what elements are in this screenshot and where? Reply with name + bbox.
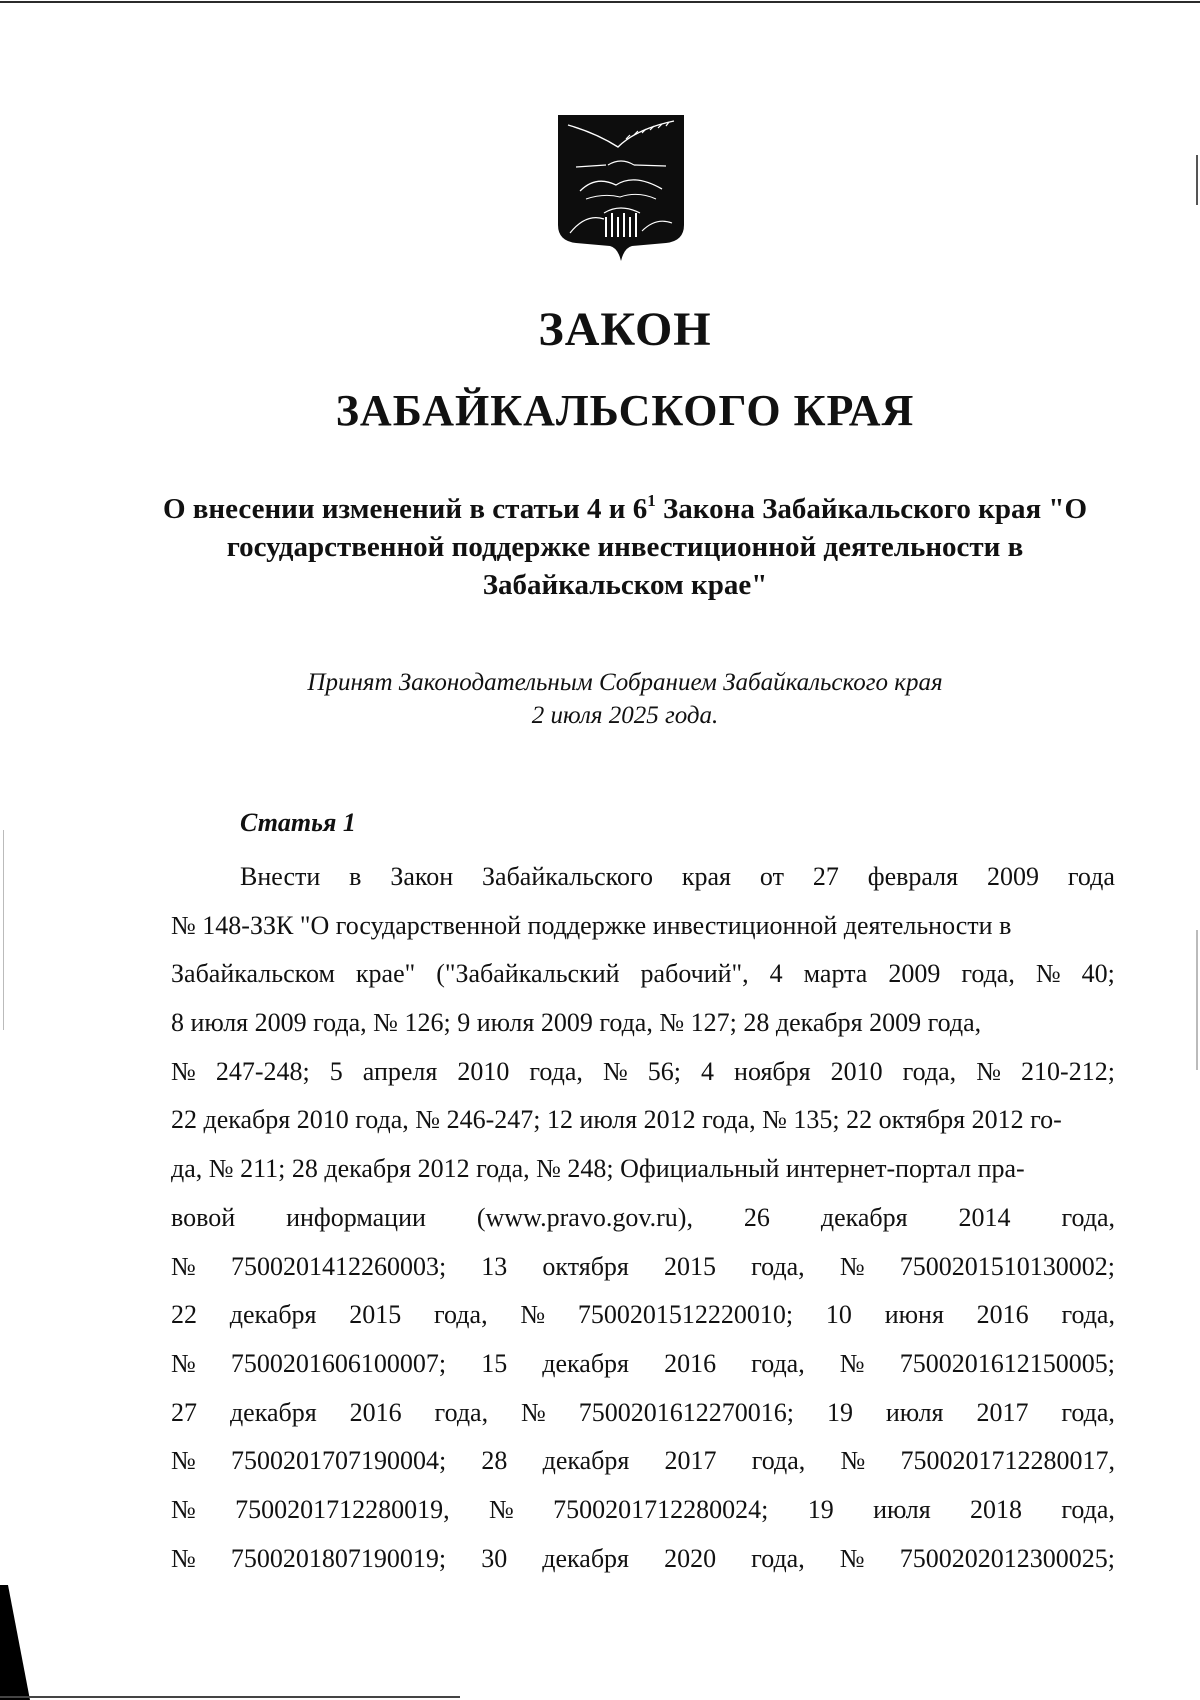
- article-word: октября: [542, 1251, 629, 1281]
- article-word: года,: [1061, 1494, 1115, 1524]
- article-word: июля: [873, 1494, 931, 1524]
- article-word: года,: [961, 959, 1015, 989]
- article-word: года,: [751, 1251, 805, 1281]
- article-word: №: [976, 1056, 1002, 1086]
- article-word: 7500201606100007;: [230, 1348, 447, 1378]
- article-word: 4: [701, 1056, 715, 1086]
- article-word: года,: [1061, 1202, 1115, 1232]
- article-word: 22 декабря 2010 года, № 246-247; 12 июля 2012 года, № 135; 22 октября 2012 го-: [171, 1105, 1062, 1135]
- article-word: Внести: [240, 862, 321, 891]
- article-word: года,: [1061, 1300, 1115, 1330]
- article-word: года,: [529, 1056, 583, 1086]
- article-word: 22: [171, 1300, 197, 1330]
- article-word: 4: [769, 959, 783, 989]
- article-word: 2020: [664, 1543, 717, 1573]
- article-word: №: [520, 1300, 546, 1330]
- article-word: ("Забайкальский: [436, 959, 620, 989]
- article-word: 210-212;: [1021, 1056, 1115, 1086]
- article-word: 7500201807190019;: [230, 1543, 447, 1573]
- article-word: декабря: [542, 1446, 630, 1476]
- article-word: 27: [171, 1397, 197, 1427]
- article-word: года,: [434, 1397, 489, 1427]
- article-word: края: [681, 862, 732, 891]
- article-word: 7500201612270016;: [578, 1397, 795, 1427]
- article-word: №: [171, 1348, 196, 1378]
- law-subject: [160, 490, 1090, 604]
- article-word: (www.pravo.gov.ru),: [476, 1202, 693, 1232]
- article-word: марта: [803, 959, 868, 989]
- article-word: 7500201510130002;: [899, 1251, 1115, 1281]
- article-word: 7500202012300025;: [899, 1543, 1115, 1573]
- article-word: 2016: [664, 1348, 717, 1378]
- article-word: 2009: [986, 862, 1039, 891]
- article-word: в: [349, 862, 362, 891]
- coat-of-arms-icon: [556, 113, 686, 263]
- article-word: 7500201512220010;: [577, 1300, 794, 1330]
- adoption-authority: Принят Законодательным Собранием Забайкальского края: [307, 669, 943, 696]
- article-word: Забайкальского: [482, 862, 653, 891]
- article-word: 7500201707190004;: [231, 1446, 447, 1476]
- article-word: Забайкальском: [171, 959, 335, 989]
- article-word: №: [171, 1446, 196, 1476]
- article-word: 7500201712280024;: [553, 1494, 769, 1524]
- scan-shadow-corner: [0, 1585, 30, 1700]
- article-word: №: [171, 1251, 196, 1281]
- article-body: [171, 853, 1115, 1583]
- article-word: 15: [481, 1348, 508, 1378]
- article-word: 19: [807, 1494, 834, 1524]
- article-line: [171, 1145, 1115, 1194]
- article-word: 2015: [664, 1251, 717, 1281]
- article-word: 247-248;: [215, 1056, 310, 1086]
- article-word: 26: [743, 1202, 770, 1232]
- scan-mark-right-lower: [1196, 930, 1198, 1070]
- scan-border-top: [0, 1, 1200, 3]
- article-word: ноября: [734, 1056, 811, 1086]
- article-word: №: [171, 1056, 196, 1086]
- article-word: №: [171, 1494, 196, 1524]
- article-line: [171, 1486, 1115, 1535]
- article-word: 56;: [647, 1056, 681, 1086]
- article-word: 19: [826, 1397, 853, 1427]
- article-word: №: [602, 1056, 628, 1086]
- article-word: 2018: [970, 1494, 1023, 1524]
- article-line: [171, 1291, 1115, 1340]
- document-title: ЗАКОН: [538, 303, 712, 356]
- article-word: №: [839, 1543, 865, 1573]
- article-word: 30: [481, 1543, 508, 1573]
- article-line: [171, 1535, 1115, 1584]
- article-line: [171, 1194, 1115, 1243]
- article-word: декабря: [229, 1300, 317, 1330]
- law-subject-text-start: О внесении изменений в статьи 4 и 6: [162, 493, 648, 525]
- article-word: крае": [355, 959, 416, 989]
- article-word: 7500201412260003;: [230, 1251, 447, 1281]
- article-word: года,: [434, 1300, 488, 1330]
- article-word: 7500201712280019,: [235, 1494, 450, 1524]
- law-subject-text-end: Закона Забайкальского края "О государственной поддержке инвестиционной деятельности в Забайкальском крае": [226, 493, 1088, 601]
- article-word: Закон: [390, 862, 454, 891]
- article-word: №: [839, 1251, 865, 1281]
- article-line: [171, 950, 1115, 999]
- article-line: [171, 902, 1115, 951]
- article-line: [171, 1437, 1115, 1486]
- article-word: №: [171, 1543, 196, 1573]
- adoption-date: 2 июля 2025 года.: [531, 702, 719, 729]
- article-line: [171, 999, 1115, 1048]
- article-word: 7500201612150005;: [899, 1348, 1115, 1378]
- article-word: года,: [902, 1056, 957, 1086]
- article-word: июля: [885, 1397, 944, 1427]
- article-word: 2016: [349, 1397, 402, 1427]
- document-title-region: ЗАБАЙКАЛЬСКОГО КРАЯ: [335, 386, 915, 435]
- article-word: №: [521, 1397, 546, 1427]
- article-word: декабря: [229, 1397, 317, 1427]
- article-word: декабря: [542, 1543, 630, 1573]
- article-word: года: [1067, 862, 1115, 891]
- article-word: декабря: [542, 1348, 630, 1378]
- article-word: года,: [751, 1543, 805, 1573]
- article-word: 2017: [664, 1446, 717, 1476]
- article-word: декабря: [820, 1202, 908, 1232]
- article-word: №: [840, 1446, 866, 1476]
- article-word: 2016: [976, 1300, 1029, 1330]
- article-word: да, № 211; 28 декабря 2012 года, № 248; Официальный интернет-портал пра-: [171, 1154, 1025, 1184]
- article-word: 13: [481, 1251, 508, 1281]
- article-word: 27: [812, 862, 839, 891]
- article-word: вовой: [171, 1202, 236, 1232]
- article-word: года,: [751, 1446, 806, 1476]
- article-word: 5: [329, 1056, 343, 1086]
- article-line: [171, 1048, 1115, 1097]
- article-word: июня: [884, 1300, 944, 1330]
- article-word: года,: [751, 1348, 805, 1378]
- article-word: №: [839, 1348, 865, 1378]
- article-line: [171, 1389, 1115, 1438]
- article-word: 2009: [888, 959, 941, 989]
- article-word: 2017: [976, 1397, 1029, 1427]
- article-word: февраля: [867, 862, 959, 891]
- article-word: 8 июля 2009 года, № 126; 9 июля 2009 года, № 127; 28 декабря 2009 года,: [171, 1008, 982, 1038]
- article-line: [171, 1096, 1115, 1145]
- article-word: 2010: [457, 1056, 510, 1086]
- superscript-index: 1: [647, 491, 656, 510]
- scan-mark-left: [3, 830, 4, 1030]
- article-word: №: [1035, 959, 1061, 989]
- article-word: года,: [1061, 1397, 1115, 1427]
- article-line: [171, 1243, 1115, 1292]
- article-heading: Статья 1: [240, 808, 356, 837]
- scan-border-bottom: [0, 1696, 460, 1698]
- article-line: [171, 1340, 1115, 1389]
- article-word: 2015: [349, 1300, 402, 1330]
- adoption-note: [160, 666, 1090, 732]
- article-word: 10: [825, 1300, 852, 1330]
- article-word: рабочий",: [640, 959, 749, 989]
- scan-mark-right: [1196, 155, 1198, 205]
- article-word: от: [759, 862, 784, 891]
- article-word: апреля: [362, 1056, 438, 1086]
- article-word: № 148-ЗЗК "О государственной поддержке инвестиционной деятельности в: [171, 910, 1012, 940]
- article-word: 2014: [958, 1202, 1011, 1232]
- article-word: 28: [481, 1446, 508, 1476]
- article-word: 2010: [830, 1056, 883, 1086]
- article-word: №: [489, 1494, 514, 1524]
- article-word: 40;: [1081, 959, 1115, 989]
- article-word: 7500201712280017,: [900, 1446, 1115, 1476]
- article-word: информации: [286, 1202, 426, 1232]
- article-line: [171, 853, 1115, 902]
